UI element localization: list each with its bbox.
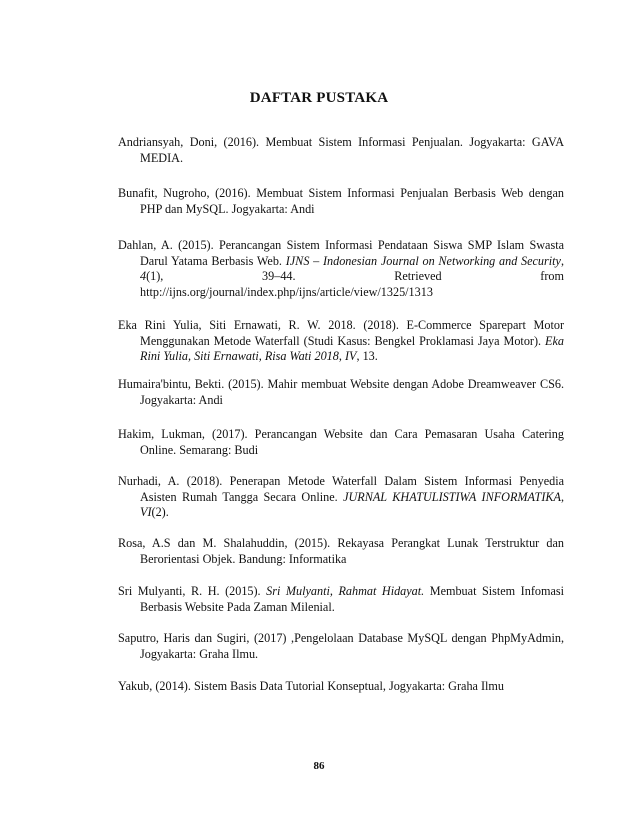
reference-entry — [118, 135, 564, 166]
reference-text: Hakim, Lukman, (2017). Perancangan Website dan Cara Pemasaran Usaha Catering Online. Semarang: Budi — [118, 427, 564, 457]
reference-text: Saputro, Haris dan Sugiri, (2017) ,Pengelolaan Database MySQL dengan PhpMyAdmin, Jogyakarta: Graha Ilmu. — [118, 631, 564, 661]
reference-text: (1), 39–44. Retrieved from http://ijns.org/journal/index.php/ijns/article/view/1325/1313 — [140, 269, 564, 299]
reference-text: Yakub, (2014). Sistem Basis Data Tutorial Konseptual, Jogyakarta: Graha Ilmu — [118, 679, 505, 693]
reference-entry — [118, 584, 564, 615]
reference-volume: 4 — [140, 269, 147, 284]
reference-text: , — [338, 349, 345, 364]
reference-text: Nurhadi, A. (2018). Penerapan Metode Waterfall Dalam Sistem Informasi Penyedia Asisten Rumah Tangga Secara Online. — [118, 474, 564, 504]
reference-entry — [118, 631, 564, 662]
reference-author-italic: Sri Mulyanti, Rahmat Hidayat. — [266, 584, 425, 598]
reference-text: (2). — [151, 505, 169, 520]
reference-text: Humaira'bintu, Bekti. (2015). Mahir membuat Website dengan Adobe Dreamweaver CS6. Jogyakarta: Andi — [118, 377, 564, 407]
page-title: DAFTAR PUSTAKA — [249, 90, 389, 106]
reference-entry — [118, 427, 564, 458]
reference-journal: IJNS – Indonesian Journal on Networking and Security — [285, 253, 561, 268]
reference-entry — [118, 377, 564, 408]
reference-text: Andriansyah, Doni, (2016). Membuat Sistem Informasi Penjualan. Jogyakarta: GAVA MEDIA. — [118, 135, 564, 165]
reference-text: Rosa, A.S dan M. Shalahuddin, (2015). Rekayasa Perangkat Lunak Terstruktur dan Berorientasi Objek. Bandung: Informatika — [118, 536, 564, 566]
reference-entry — [118, 679, 564, 695]
reference-text: , 13. — [356, 349, 378, 364]
page-number: 86 — [313, 760, 325, 772]
reference-journal: Eka Rini Yulia, Siti Ernawati, Risa Wati 2018 — [140, 333, 564, 364]
reference-text: Membuat Sistem Infomasi Berbasis Website Pada Zaman Milenial. — [140, 584, 565, 614]
reference-text: Eka Rini Yulia, Siti Ernawati, R. W. 2018. (2018). E-Commerce Sparepart Motor Menggunakan Metode Waterfall (Studi Kasus: Bengkel Proklamasi Jaya Motor). — [118, 318, 564, 348]
reference-entry — [118, 474, 564, 521]
reference-text: Dahlan, A. (2015). Perancangan Sistem Informasi Pendataan Siswa SMP Islam Swasta Darul Yatama Berbasis Web. — [118, 238, 564, 268]
reference-text: , — [560, 489, 564, 504]
reference-text: Sri Mulyanti, R. H. (2015). — [118, 584, 267, 598]
reference-volume: IV — [344, 349, 357, 364]
reference-journal: JURNAL KHATULISTIWA INFORMATIKA — [343, 489, 561, 504]
reference-text: , — [560, 253, 564, 268]
reference-volume: VI — [140, 505, 152, 520]
reference-entry — [118, 536, 564, 567]
reference-text: Bunafit, Nugroho, (2016). Membuat Sistem Informasi Penjualan Berbasis Web dengan PHP dan MySQL. Jogyakarta: Andi — [118, 186, 564, 216]
reference-entry — [118, 186, 564, 217]
reference-entry — [118, 238, 564, 300]
reference-entry — [118, 318, 564, 365]
